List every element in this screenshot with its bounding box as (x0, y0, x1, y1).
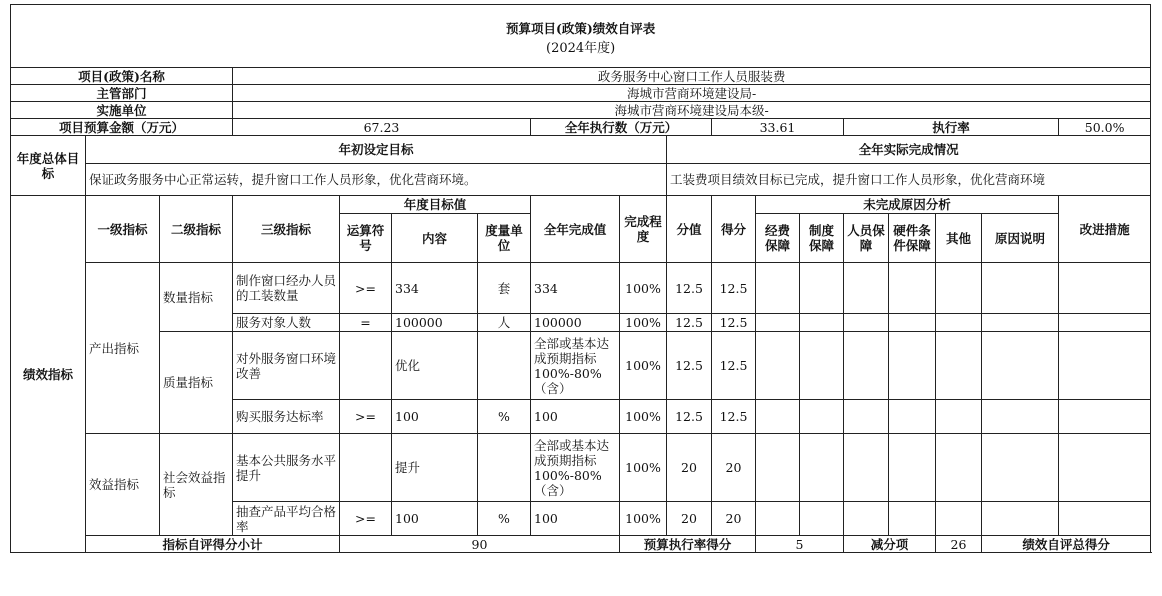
group-quality: 质量指标 (160, 332, 233, 434)
cell-score: 12.5 (667, 400, 712, 434)
executed-label: 全年执行数（万元） (531, 119, 712, 136)
unit-value: 海城市营商环境建设局本级- (233, 102, 1151, 119)
cell-degree: 100% (620, 263, 667, 314)
cell-unit (478, 434, 531, 502)
cell-l3: 对外服务窗口环境改善 (233, 332, 340, 400)
header-actual: 全年完成值 (531, 196, 620, 263)
executed-value: 33.61 (712, 119, 844, 136)
header-improve: 改进措施 (1059, 196, 1151, 263)
cell-actual: 334 (531, 263, 620, 314)
cell-content: 100 (392, 400, 478, 434)
header-op: 运算符号 (340, 214, 392, 263)
table-row (11, 434, 1151, 502)
cell-l3: 购买服务达标率 (233, 400, 340, 434)
cell-l3: 制作窗口经办人员的工装数量 (233, 263, 340, 314)
cell-content: 提升 (392, 434, 478, 502)
group-output: 产出指标 (86, 263, 160, 434)
cell-op: >= (340, 400, 392, 434)
budget-score-value: 5 (756, 536, 844, 553)
subtotal-value: 90 (340, 536, 620, 553)
header-r-note: 原因说明 (982, 214, 1059, 263)
cell-score: 20 (667, 434, 712, 502)
rate-label: 执行率 (844, 119, 1059, 136)
annual-goal-label: 年度总体目标 (11, 136, 86, 196)
budget-value: 67.23 (233, 119, 531, 136)
cell-l3: 基本公共服务水平提升 (233, 434, 340, 502)
budget-score-label: 预算执行率得分 (620, 536, 756, 553)
title-text: 预算项目(政策)绩效自评表 (505, 20, 656, 36)
header-got: 得分 (712, 196, 756, 263)
year-subtitle: (2024年度) (546, 40, 616, 56)
cell-op: >= (340, 502, 392, 536)
deduct-label: 减分项 (844, 536, 936, 553)
cell-got: 12.5 (712, 263, 756, 314)
subtotal-label: 指标自评得分小计 (86, 536, 340, 553)
cell-got: 12.5 (712, 314, 756, 332)
header-r-sys: 制度保障 (800, 214, 844, 263)
cell-actual: 100 (531, 502, 620, 536)
cell-degree: 100% (620, 502, 667, 536)
header-score: 分值 (667, 196, 712, 263)
cell-unit: % (478, 502, 531, 536)
cell-score: 12.5 (667, 263, 712, 314)
cell-score: 12.5 (667, 332, 712, 400)
actual-completion-label: 全年实际完成情况 (667, 136, 1151, 164)
cell-got: 20 (712, 434, 756, 502)
perf-indicator-label: 绩效指标 (11, 196, 86, 553)
header-r-other: 其他 (936, 214, 982, 263)
cell-l3: 服务对象人数 (233, 314, 340, 332)
cell-content: 334 (392, 263, 478, 314)
header-unit: 度量单位 (478, 214, 531, 263)
cell-actual: 全部或基本达成预期指标100%-80%（含） (531, 434, 620, 502)
dept-value: 海城市营商环境建设局- (233, 85, 1151, 102)
initial-goal-text: 保证政务服务中心正常运转，提升窗口工作人员形象，优化营商环境。 (86, 164, 667, 196)
actual-completion-text: 工装费项目绩效目标已完成，提升窗口工作人员形象，优化营商环境 (667, 164, 1151, 196)
cell-op (340, 332, 392, 400)
cell-degree: 100% (620, 332, 667, 400)
cell-degree: 100% (620, 314, 667, 332)
deduct-value: 26 (936, 536, 982, 553)
header-l2: 二级指标 (160, 196, 233, 263)
cell-degree: 100% (620, 434, 667, 502)
header-l3: 三级指标 (233, 196, 340, 263)
header-content: 内容 (392, 214, 478, 263)
cell-op: = (340, 314, 392, 332)
self-evaluation-sheet (10, 4, 1150, 553)
cell-content: 100000 (392, 314, 478, 332)
cell-actual: 全部或基本达成预期指标100%-80%（含） (531, 332, 620, 400)
header-reasons: 未完成原因分析 (756, 196, 1059, 214)
cell-score: 12.5 (667, 314, 712, 332)
group-social: 社会效益指标 (160, 434, 233, 536)
group-benefit: 效益指标 (86, 434, 160, 536)
total-label: 绩效自评总得分 (982, 536, 1151, 553)
cell-actual: 100 (531, 400, 620, 434)
evaluation-table (10, 4, 1151, 553)
cell-unit (478, 332, 531, 400)
rate-value: 50.0% (1059, 119, 1151, 136)
cell-got: 12.5 (712, 400, 756, 434)
cell-score: 20 (667, 502, 712, 536)
group-quantity: 数量指标 (160, 263, 233, 332)
cell-actual: 100000 (531, 314, 620, 332)
cell-got: 20 (712, 502, 756, 536)
header-r-hw: 硬件条件保障 (889, 214, 936, 263)
cell-unit: 人 (478, 314, 531, 332)
table-row (11, 332, 1151, 400)
cell-op: >= (340, 263, 392, 314)
initial-goal-label: 年初设定目标 (86, 136, 667, 164)
project-name: 政务服务中心窗口工作人员服装费 (233, 68, 1151, 85)
cell-got: 12.5 (712, 332, 756, 400)
header-annual-target: 年度目标值 (340, 196, 531, 214)
header-r-staff: 人员保障 (844, 214, 889, 263)
cell-unit: 套 (478, 263, 531, 314)
project-name-label: 项目(政策)名称 (11, 68, 233, 85)
page-title (11, 5, 1151, 68)
cell-content: 优化 (392, 332, 478, 400)
header-degree: 完成程度 (620, 196, 667, 263)
table-row (11, 263, 1151, 314)
cell-l3: 抽查产品平均合格率 (233, 502, 340, 536)
unit-label: 实施单位 (11, 102, 233, 119)
cell-content: 100 (392, 502, 478, 536)
dept-label: 主管部门 (11, 85, 233, 102)
budget-label: 项目预算金额（万元） (11, 119, 233, 136)
header-r-fund: 经费保障 (756, 214, 800, 263)
cell-unit: % (478, 400, 531, 434)
cell-op (340, 434, 392, 502)
header-l1: 一级指标 (86, 196, 160, 263)
cell-degree: 100% (620, 400, 667, 434)
